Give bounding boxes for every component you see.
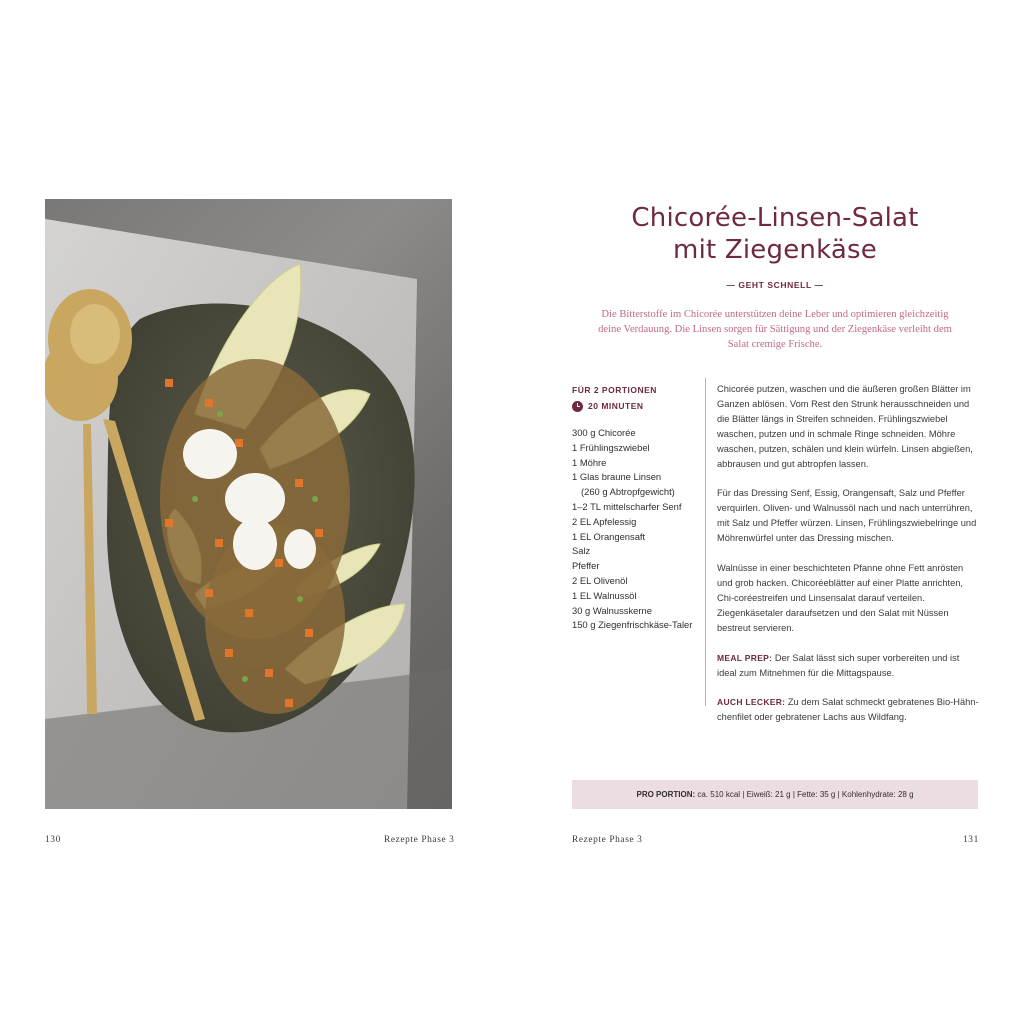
ingredient-item: (260 g Abtropfgewicht) <box>581 486 675 498</box>
recipe-title <box>572 202 978 266</box>
meal-prep-label: MEAL PREP: <box>717 652 773 663</box>
left-page-number: 130 <box>45 835 61 845</box>
auch-lecker-note <box>717 695 980 725</box>
ingredients-column <box>572 383 700 633</box>
ingredient-item: 1 Frühlingszwiebel <box>572 441 650 453</box>
ingredient-item: 300 g Chicorée <box>572 427 636 438</box>
ingredient-item: 1 Glas braune Linsen <box>572 471 662 483</box>
recipe-intro: Die Bitterstoffe im Chicorée unterstützen deine Leber und optimieren gleichzeitig deine Verdauung. Die Linsen sorgen für Sättigung und der Ziegenkäse verleiht dem Salat cremige Frische. <box>598 309 952 351</box>
left-running-head: Rezepte Phase 3 <box>384 835 455 845</box>
ingredient-item: 1 Möhre <box>572 456 607 468</box>
ingredient-item: 1 EL Walnussöl <box>572 589 637 601</box>
right-page-number: 131 <box>963 835 979 845</box>
ingredient-item: Pfeffer <box>572 560 600 572</box>
nutrition-bar <box>572 780 978 809</box>
recipe-title-line-1: Chicorée-Linsen-Salat <box>631 203 919 233</box>
meal-prep-note <box>717 651 980 681</box>
time-row <box>572 399 700 413</box>
ingredient-item: Salz <box>572 545 591 557</box>
ingredient-item: 1 EL Orangensaft <box>572 530 646 542</box>
ingredient-item: 2 EL Olivenöl <box>572 574 628 586</box>
time-label: 20 MINUTEN <box>588 401 644 411</box>
portions-label: FÜR 2 PORTIONEN <box>572 385 657 395</box>
meal-prep-text: Der Salat lässt sich super vorbereiten und ist ideal zum Mitnehmen für die Mittagspause. <box>717 652 960 678</box>
nutrition-values: ca. 510 kcal | Eiweiß: 21 g | Fette: 35 g | Kohlenhydrate: 28 g <box>695 790 914 799</box>
column-divider <box>705 378 706 706</box>
clock-icon <box>572 401 583 412</box>
ingredient-item: 1–2 TL mittelscharfer Senf <box>572 500 682 512</box>
recipe-tag: — GEHT SCHNELL — <box>726 280 824 290</box>
auch-lecker-text: Zu dem Salat schmeckt gebratenes Bio-Hähn-chenfilet oder gebratener Lachs aus Wildfang. <box>717 697 979 723</box>
step-paragraph: Für das Dressing Senf, Essig, Orangensaft, Salz und Pfeffer verquirlen. Oliven- und Walnussöl nach und nach unterrühren, mit Salz und Pfeffer würzen. Linsen, Frühlingszwiebelringe und Möhrenwürfel unter das Dressing mischen. <box>717 488 977 544</box>
preparation-steps <box>717 382 980 740</box>
ingredient-list <box>572 426 700 633</box>
nutrition-label: PRO PORTION: <box>636 790 696 799</box>
recipe-title-line-2: mit Ziegenkäse <box>673 235 877 265</box>
ingredient-item: 2 EL Apfelessig <box>572 515 637 527</box>
salad-photo <box>45 199 452 809</box>
right-running-head: Rezepte Phase 3 <box>572 835 643 845</box>
auch-lecker-label: AUCH LECKER: <box>717 697 786 708</box>
step-paragraph: Walnüsse in einer beschichteten Pfanne ohne Fett anrösten und grob hacken. Chicoréeblätter auf einer Platte anrichten, Chi-coréestreifen und Linsensalat darauf verteilen. Ziegenkäsetaler daraufsetzen und den Salat mit Nüssen bestreut servieren. <box>717 563 964 633</box>
step-paragraph: Chicorée putzen, waschen und die äußeren großen Blätter im Ganzen ablösen. Vom Rest den Strunk herausschneiden und die Blätter längs in Streifen schneiden. Frühlingszwiebel waschen, putzen und in schmale Ringe schneiden. Möhre waschen, putzen, schälen und klein würfeln. Linsen abgießen, abbrausen und gut abtropfen lassen. <box>717 384 973 469</box>
ingredient-item: 150 g Ziegenfrischkäse-Taler <box>572 619 693 631</box>
ingredient-item: 30 g Walnusskerne <box>572 604 652 616</box>
